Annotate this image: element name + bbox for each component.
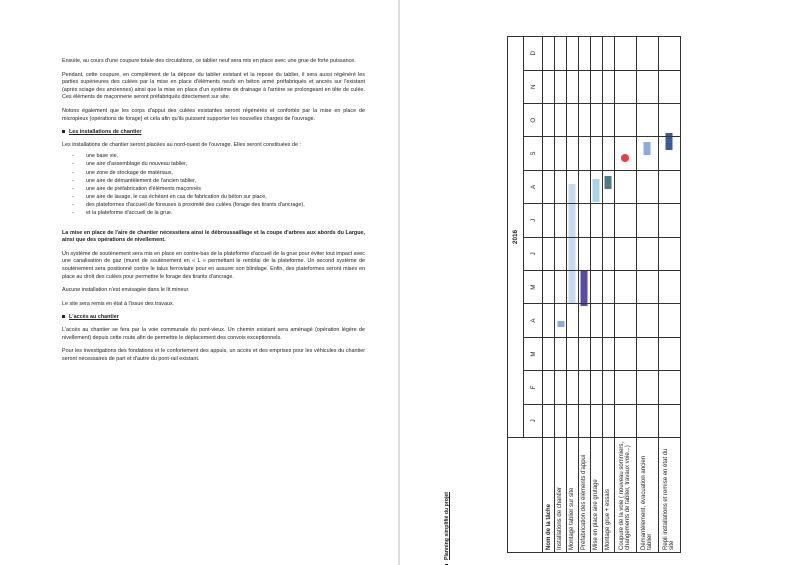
gantt-cell bbox=[567, 304, 579, 337]
gantt-cell bbox=[658, 237, 680, 270]
gantt-cell bbox=[567, 337, 579, 370]
gantt-cell bbox=[602, 337, 614, 370]
gantt-cell bbox=[543, 204, 555, 237]
gantt-cell bbox=[543, 270, 555, 303]
installations-intro: Les installations de chantier seront placées au nord-ouest de l'ouvrage. Elles seront constituées de : bbox=[62, 141, 301, 148]
gantt-cell bbox=[636, 404, 658, 437]
section-title-acces: L'accès au chantier bbox=[62, 314, 365, 322]
gantt-cell bbox=[658, 70, 680, 103]
gantt-cell bbox=[602, 270, 614, 303]
gantt-cell bbox=[614, 170, 636, 203]
section-title-installations: Les installations de chantier bbox=[62, 129, 365, 137]
gantt-month-header: A bbox=[524, 304, 543, 337]
gantt-cell bbox=[567, 371, 579, 404]
gantt-cell bbox=[602, 371, 614, 404]
gantt-cell bbox=[602, 237, 614, 270]
gantt-task-row bbox=[567, 37, 579, 553]
gantt-cell bbox=[602, 304, 614, 337]
gantt-task-bar bbox=[666, 137, 673, 150]
gantt-task-row bbox=[602, 37, 614, 553]
gantt-cell bbox=[658, 137, 680, 170]
gantt-cell bbox=[567, 270, 579, 303]
gantt-name-header: Nom de la tâche bbox=[543, 438, 555, 553]
gantt-cell bbox=[555, 304, 567, 337]
gantt-cell bbox=[614, 404, 636, 437]
gantt-cell bbox=[555, 37, 567, 71]
bullet-icon bbox=[62, 130, 65, 133]
bold-paragraph: La mise en place de l'aire de chantier nécessitera ainsi le débroussaillage et la coupe d'arbres aux abords du Largue, ainsi que des opérations de nivellement. bbox=[62, 229, 365, 244]
gantt-cell bbox=[543, 137, 555, 170]
gantt-task-name: Préfabrication des éléments d'appui bbox=[578, 438, 590, 553]
gantt-cell bbox=[555, 204, 567, 237]
gantt-table bbox=[507, 36, 681, 553]
gantt-month-header: M bbox=[524, 337, 543, 370]
installations-list-item: - une aire de lavage, le cas échéant en cas de fabrication du béton sur place, bbox=[72, 194, 365, 202]
gantt-task-name: Installations de chantier bbox=[555, 438, 567, 553]
gantt-cell bbox=[543, 237, 555, 270]
gantt-month-header: D bbox=[524, 37, 543, 71]
gantt-cell bbox=[602, 37, 614, 71]
bullet-icon bbox=[62, 315, 65, 318]
installations-list-item: - une aire d'assemblage du nouveau tablier, bbox=[72, 161, 365, 169]
gantt-month-header: J bbox=[524, 204, 543, 237]
remis-paragraph: Le site sera remis en état à l'issue des travaux. bbox=[62, 300, 175, 307]
gantt-task-bar bbox=[581, 304, 588, 306]
gantt-cell bbox=[567, 237, 579, 270]
gantt-month-header: A bbox=[524, 170, 543, 203]
gantt-task-bar bbox=[557, 321, 564, 327]
gantt-task-row bbox=[590, 37, 602, 553]
gantt-cell bbox=[614, 270, 636, 303]
gantt-month-header: O bbox=[524, 103, 543, 136]
gantt-cell bbox=[567, 404, 579, 437]
gantt-cell bbox=[590, 237, 602, 270]
gantt-month-header: J bbox=[524, 237, 543, 270]
intro-paragraph-3: Notons également que les corps d'appui des culées existantes seront régénérés et confortés par la mise en place de micropieux (opérations de forage) et cela afin qu'ils puissent supporter les nouvelles charges de l'ouvrage. bbox=[62, 107, 365, 122]
gantt-task-bar bbox=[605, 176, 612, 189]
gantt-cell bbox=[567, 37, 579, 71]
gantt-cell bbox=[602, 137, 614, 170]
gantt-cell bbox=[602, 103, 614, 136]
gantt-cell bbox=[636, 137, 658, 170]
installations-list-item: - et la plateforme d'accueil de la grue. bbox=[72, 210, 365, 218]
acces-paragraph-2: Pour les investigations des fondations et le confortement des appuis, un accès et des emprises pour les véhicules du chantier seront nécessaires de part et d'autre du pont-rail existant. bbox=[62, 348, 365, 362]
gantt-cell bbox=[567, 70, 579, 103]
gantt-month-header: F bbox=[524, 371, 543, 404]
gantt-cell bbox=[636, 337, 658, 370]
gantt-chart bbox=[507, 36, 681, 553]
installations-list-item: - une base vie, bbox=[72, 153, 365, 161]
gantt-cell bbox=[555, 103, 567, 136]
gantt-cell bbox=[636, 237, 658, 270]
gantt-task-bar bbox=[569, 271, 576, 303]
aucune-paragraph: Aucune installation n'est envisagée dans le lit mineur. bbox=[62, 287, 190, 294]
gantt-task-name: Repli installations et remise en état du site bbox=[658, 438, 680, 553]
gantt-cell bbox=[658, 270, 680, 303]
gantt-cell bbox=[590, 37, 602, 71]
document-body bbox=[62, 58, 365, 369]
planning-title: Planning simplifié du projet bbox=[444, 427, 454, 565]
gantt-cell bbox=[590, 371, 602, 404]
gantt-cell bbox=[555, 371, 567, 404]
gantt-cell bbox=[555, 337, 567, 370]
gantt-cell bbox=[578, 170, 590, 203]
gantt-task-bar bbox=[581, 271, 588, 303]
gantt-month-header: S bbox=[524, 137, 543, 170]
gantt-cell bbox=[614, 37, 636, 71]
gantt-cell bbox=[543, 37, 555, 71]
gantt-cell bbox=[590, 337, 602, 370]
gantt-cell bbox=[590, 137, 602, 170]
gantt-month-header: N bbox=[524, 70, 543, 103]
gantt-cell bbox=[636, 170, 658, 203]
gantt-task-name: Mise en place aire grutage bbox=[590, 438, 602, 553]
gantt-cell bbox=[578, 103, 590, 136]
gantt-cell bbox=[658, 371, 680, 404]
gantt-task-bar bbox=[644, 142, 651, 155]
gantt-cell bbox=[636, 304, 658, 337]
gantt-cell bbox=[543, 70, 555, 103]
gantt-cell bbox=[602, 204, 614, 237]
gantt-cell bbox=[590, 270, 602, 303]
gantt-cell bbox=[614, 237, 636, 270]
gantt-cell bbox=[658, 304, 680, 337]
gantt-cell bbox=[578, 337, 590, 370]
gantt-task-row bbox=[658, 37, 680, 553]
gantt-cell bbox=[555, 70, 567, 103]
gantt-task-bar bbox=[569, 184, 576, 203]
gantt-cell bbox=[614, 70, 636, 103]
gantt-cell bbox=[578, 204, 590, 237]
gantt-cell bbox=[614, 337, 636, 370]
gantt-cell bbox=[543, 170, 555, 203]
gantt-cell bbox=[614, 103, 636, 136]
gantt-cell bbox=[590, 103, 602, 136]
installations-list-item: - une aire de démantèlement de l'ancien tablier, bbox=[72, 178, 365, 186]
gantt-cell bbox=[567, 103, 579, 136]
gantt-cell bbox=[578, 37, 590, 71]
gantt-cell bbox=[543, 304, 555, 337]
gantt-task-row bbox=[555, 37, 567, 553]
gantt-cell bbox=[590, 204, 602, 237]
gantt-header-empty bbox=[508, 438, 543, 553]
gantt-cell bbox=[578, 304, 590, 337]
gantt-cell bbox=[658, 337, 680, 370]
gantt-task-name: Coupure de la voie ( nouveau sommiers, changements de tablier, travaux voie...) bbox=[614, 438, 636, 553]
gantt-task-row bbox=[614, 37, 636, 553]
gantt-cell bbox=[658, 404, 680, 437]
gantt-cell bbox=[658, 170, 680, 203]
soutenement-paragraph: Un système de soutènement sera mis en place en contre-bas de la plateforme d'accueil de la grue pour éviter tout impact avec une canalisation de gaz (muret de soutènement en « L » permettant le remblai de la plateforme. Un second système de soutènement sera positionné contre le talus ferroviaire pour en assurer son blindage. Enfin, des plateformes seront mises en place au droit des culées pour permettre le forage des tirants d'ancrage. bbox=[62, 250, 365, 280]
gantt-cell bbox=[578, 237, 590, 270]
installations-list-item: - une zone de stockage de matériaux, bbox=[72, 170, 365, 178]
gantt-cell bbox=[590, 70, 602, 103]
gantt-cell bbox=[636, 37, 658, 71]
gantt-cell bbox=[555, 170, 567, 203]
gantt-cell bbox=[602, 404, 614, 437]
intro-paragraph-2: Pendant, cette coupure, en complément de la dépose du tablier existant et la repose du tablier, il sera aussi régénéré les parties supérieures des culées par la mise en place d'éléments neufs en béton armé préfabriqués et ancrés sur l'existant (après sciage des anciennes) ainsi que la mise en place d'un système de drainage à l'arrière se prolongeant en tête de culée. Ces éléments de maçonnerie seront préfabriqués directement sur site. bbox=[62, 71, 365, 101]
gantt-cell bbox=[543, 103, 555, 136]
installations-list bbox=[72, 153, 365, 217]
gantt-task-bar bbox=[569, 238, 576, 270]
gantt-task-row bbox=[578, 37, 590, 553]
gantt-year: 2016 bbox=[508, 37, 524, 438]
gantt-cell bbox=[543, 404, 555, 437]
milestone-marker bbox=[621, 154, 629, 162]
gantt-cell bbox=[636, 371, 658, 404]
gantt-task-bar bbox=[569, 204, 576, 236]
gantt-task-name: Démantèlement, évacuation ancien tablier bbox=[636, 438, 658, 553]
gantt-cell bbox=[614, 304, 636, 337]
installations-list-item: - une aire de préfabrication d'éléments maçonnés bbox=[72, 186, 365, 194]
installations-list-item: - des plateformes d'accueil de foreuses à proximité des culées (forage des tirants d'ancrage), bbox=[72, 202, 365, 210]
gantt-cell bbox=[590, 404, 602, 437]
gantt-cell bbox=[555, 237, 567, 270]
gantt-cell bbox=[602, 70, 614, 103]
gantt-cell bbox=[590, 170, 602, 203]
gantt-cell bbox=[543, 337, 555, 370]
gantt-cell bbox=[636, 204, 658, 237]
gantt-cell bbox=[590, 304, 602, 337]
gantt-cell bbox=[658, 204, 680, 237]
gantt-task-bar bbox=[666, 133, 673, 136]
gantt-cell bbox=[567, 170, 579, 203]
gantt-cell bbox=[636, 270, 658, 303]
gantt-cell bbox=[555, 404, 567, 437]
gantt-cell bbox=[578, 137, 590, 170]
gantt-month-header: M bbox=[524, 270, 543, 303]
gantt-cell bbox=[578, 270, 590, 303]
gantt-cell bbox=[567, 204, 579, 237]
gantt-cell bbox=[567, 137, 579, 170]
gantt-cell bbox=[636, 103, 658, 136]
gantt-cell bbox=[602, 170, 614, 203]
gantt-task-bar bbox=[593, 179, 600, 202]
gantt-cell bbox=[555, 137, 567, 170]
acces-paragraph-1: L'accès au chantier se fera par la voie communale du pont-vieux. Un chemin existant sera aménagé (opération légère de nivellement) depuis cette route afin de permettre le déplacement des convois exceptionnels. bbox=[62, 326, 365, 341]
gantt-cell bbox=[658, 37, 680, 71]
gantt-cell bbox=[555, 270, 567, 303]
gantt-cell bbox=[614, 371, 636, 404]
gantt-task-name: Montage tablier sur site bbox=[567, 438, 579, 553]
gantt-cell bbox=[636, 70, 658, 103]
gantt-task-name: Montage grue + essais bbox=[602, 438, 614, 553]
gantt-task-row bbox=[636, 37, 658, 553]
gantt-cell bbox=[614, 137, 636, 170]
gantt-cell bbox=[578, 404, 590, 437]
gantt-cell bbox=[658, 103, 680, 136]
gantt-cell bbox=[543, 371, 555, 404]
gantt-cell bbox=[578, 70, 590, 103]
gantt-cell bbox=[614, 204, 636, 237]
gantt-month-header: J bbox=[524, 404, 543, 437]
intro-paragraph-1: Ensuite, au cours d'une coupure totale des circulations, ce tablier neuf sera mis en place avec une grue de forte puissance. bbox=[62, 58, 356, 64]
gantt-cell bbox=[578, 371, 590, 404]
